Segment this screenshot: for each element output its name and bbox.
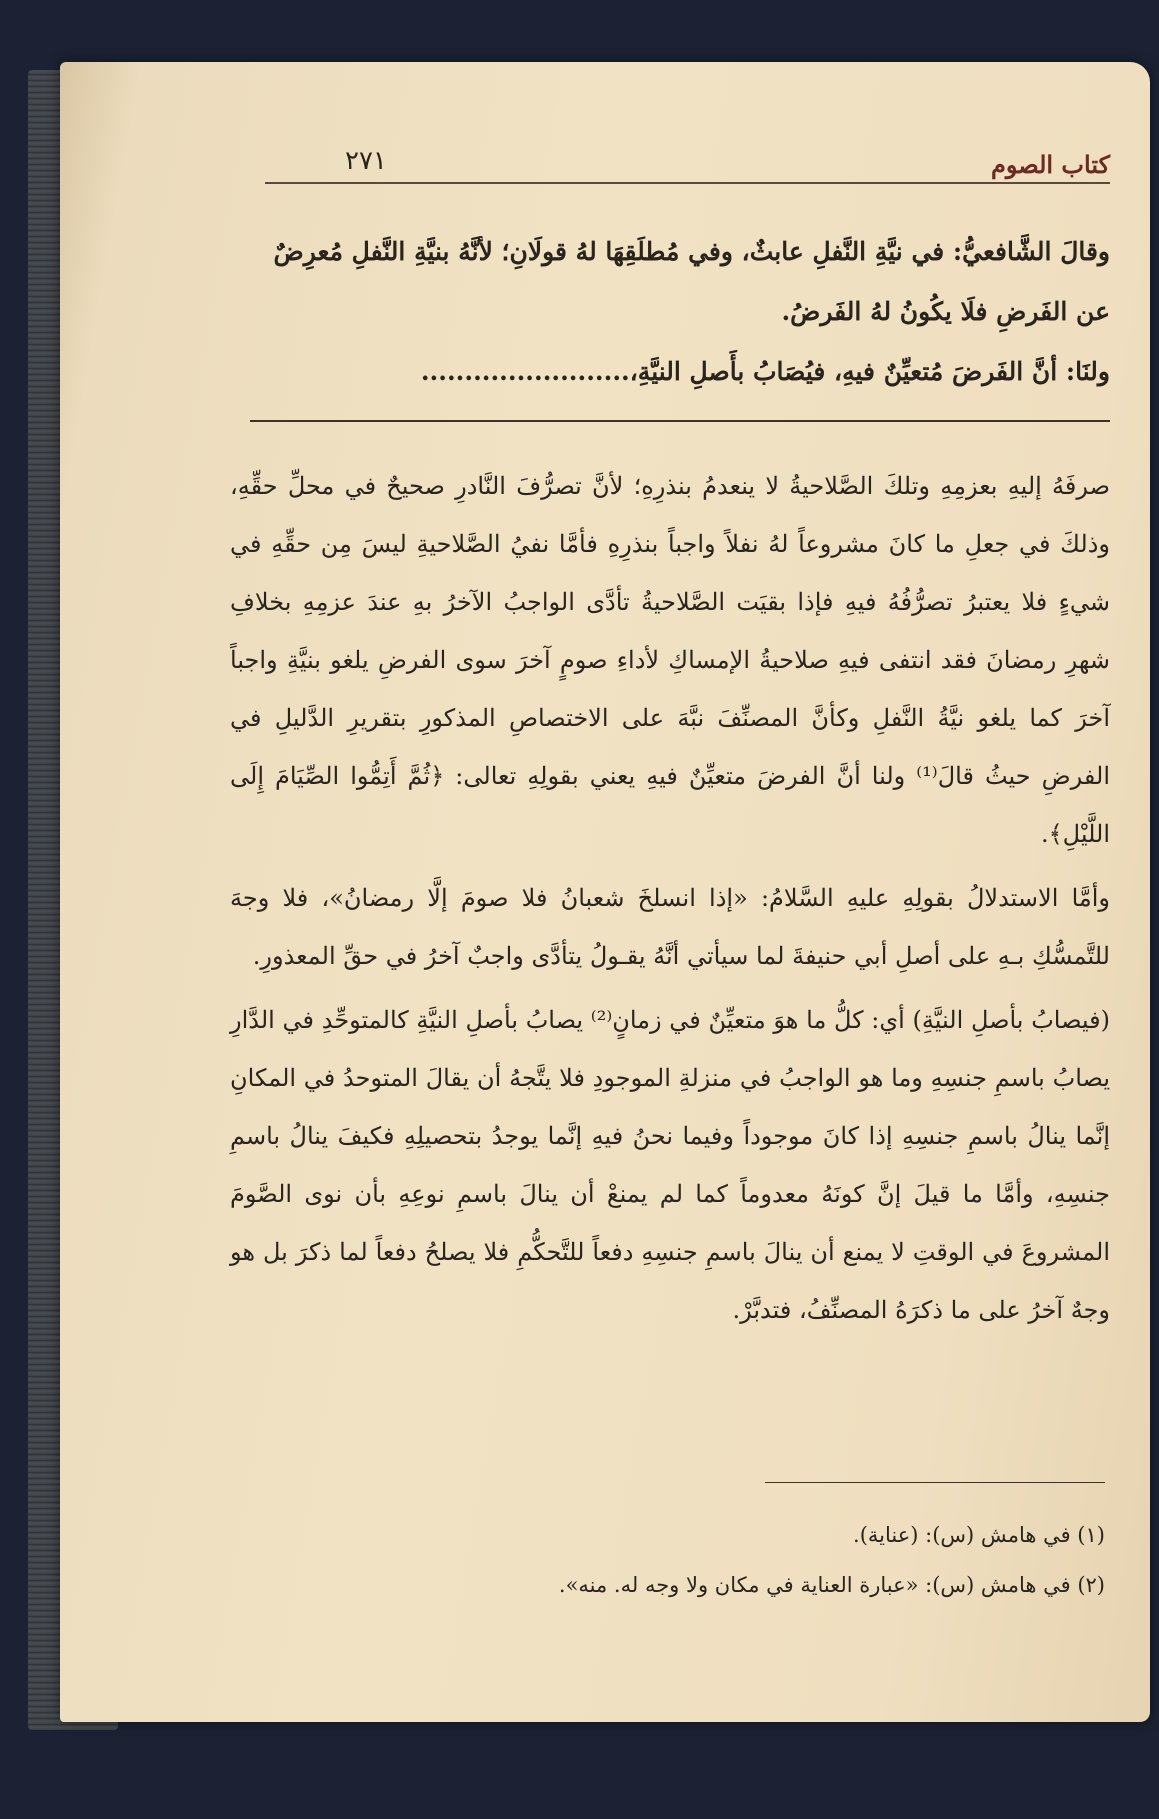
page-number: ٢٧١ bbox=[345, 146, 387, 176]
footnote: (١) في هامش (س): (عناية). bbox=[853, 1523, 1105, 1547]
footnote: (٢) في هامش (س): «عبارة العناية في مكان ولا وجه له. منه». bbox=[558, 1573, 1105, 1597]
main-text bbox=[250, 222, 1110, 402]
commentary-text bbox=[230, 457, 1110, 1339]
commentary-paragraph: (فيصابُ بأصلِ النيَّةِ) أي: كلُّ ما هوَ متعيِّنٌ في زمانٍ⁽²⁾ يصابُ بأصلِ النيَّةِ كالمتوحِّدِ في الدَّارِ يصابُ باسمِ جنسِهِ وما هو الواجبُ في منزلةِ الموجودِ فلا يتَّجهُ أن يقالَ المتوحدُ في المكانِ إنَّما ينالُ باسمِ جنسِهِ إذا كانَ موجوداً وفيما نحنُ فيهِ إنَّما يوجدُ بتحصيلِهِ فكيفَ ينالُ باسمِ جنسِهِ، وأمَّا ما قيلَ إنَّ كونَهُ معدوماً كما لم يمنعْ أن ينالَ باسمِ نوعِهِ بأن نوى الصَّومَ المشروعَ في الوقتِ لا يمنع أن ينالَ باسمِ جنسِهِ دفعاً للتَّحكُّمِ فلا يصلحُ دفعاً لما ذكرَ بل هو وجهٌ آخرُ على ما ذكرَهُ المصنِّفُ، فتدبَّرْ. bbox=[230, 1006, 1110, 1324]
matn-paragraph: وقالَ الشَّافعيُّ: في نيَّةِ النَّفلِ عابثٌ، وفي مُطلَقِهَا لهُ قولَانِ؛ لأنَّهُ بنيَّةِ النَّفلِ مُعرِضٌ عن الفَرضِ فلَا يكُونُ لهُ الفَرضُ. bbox=[273, 237, 1110, 326]
commentary-paragraph: وأمَّا الاستدلالُ بقولِهِ عليهِ السَّلامُ: «إذا انسلخَ شعبانُ فلا صومَ إلَّا رمضانُ»، فلا وجهَ للتَّمسُّكِ بـهِ على أصلِ أبي حنيفةَ لما سيأتي أنَّهُ يقـولُ يتأدَّى واجبٌ آخرُ في حقِّ المعذورِ. bbox=[230, 884, 1110, 970]
section-divider bbox=[250, 420, 1110, 422]
commentary-paragraph: صرفَهُ إليهِ بعزمِهِ وتلكَ الصَّلاحيةُ لا ينعدمُ بنذرِهِ؛ لأنَّ تصرُّفَ النَّادرِ صحيحٌ في محلِّ حقِّهِ، وذلكَ في جعلِ ما كانَ مشروعاً لهُ نفلاً واجباً بنذرِهِ فأمَّا نفيُ الصَّلاحيةِ ليسَ مِن حقِّهِ في شيءٍ فلا يعتبرُ تصرُّفُهُ فيهِ فإذا بقيَت الصَّلاحيةُ تأدَّى الواجبُ الآخرُ بهِ عندَ عزمِهِ بخلافِ شهرِ رمضانَ فقد انتفى فيهِ صلاحيةُ الإمساكِ لأداءِ صومٍ آخرَ سوى الفرضِ يلغو بنيَّةِ واجباً آخرَ كما يلغو نيَّةُ النَّفلِ وكأنَّ المصنِّفَ نبَّهَ على الاختصاصِ المذكورِ بتقريرِ الدَّليلِ في الفرضِ حيثُ قالَ⁽¹⁾ ولنا أنَّ الفرضَ متعيِّنٌ فيهِ يعني بقولِهِ تعالى: ﴿ثُمَّ أَتِمُّوا الصِّيَامَ إِلَى اللَّيْلِ﴾. bbox=[230, 472, 1110, 848]
matn-paragraph: ولنَا: أنَّ الفَرضَ مُتعيِّنٌ فيهِ، فيُصَابُ بأَصلِ النيَّةِ،........................ bbox=[420, 357, 1110, 386]
book-page bbox=[60, 62, 1150, 1722]
page-header bbox=[265, 142, 1110, 184]
footnote-divider bbox=[765, 1482, 1105, 1483]
footnotes bbox=[230, 1510, 1105, 1610]
chapter-title: كتاب الصوم bbox=[991, 150, 1110, 179]
